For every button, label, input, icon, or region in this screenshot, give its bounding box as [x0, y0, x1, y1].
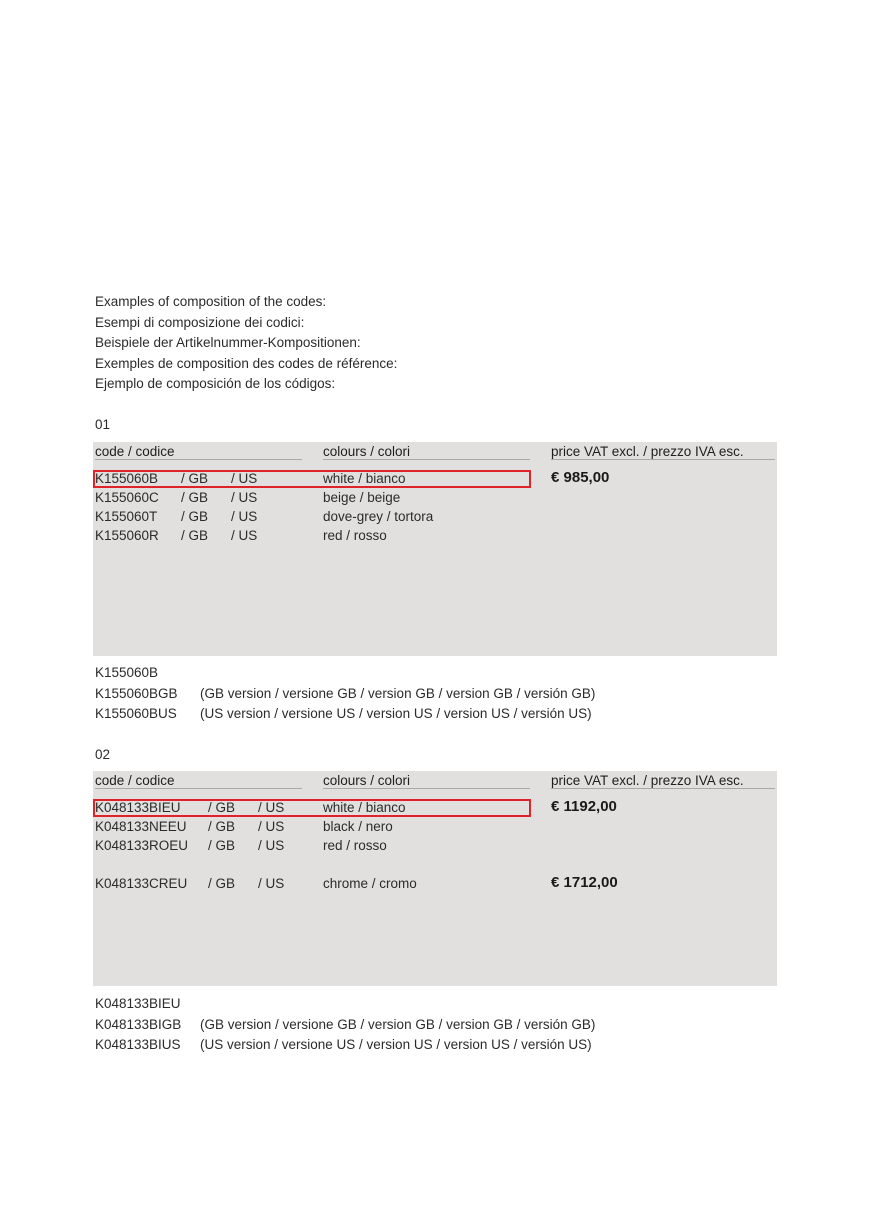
highlight-box [93, 470, 531, 488]
price-value: € 1192,00 [551, 798, 617, 815]
header-divider [551, 788, 775, 789]
gb-suffix: / GB [181, 471, 209, 486]
gb-suffix: / GB [208, 800, 236, 815]
note-description: (US version / versione US / version US / version US / versión US) [200, 706, 592, 721]
colour-name: beige / beige [323, 490, 401, 505]
note-line [95, 1035, 592, 1056]
header-divider [95, 788, 302, 789]
note-code: K155060B [95, 665, 159, 680]
colour-name: red / rosso [323, 838, 387, 853]
code-notes [95, 663, 596, 725]
code-notes [95, 994, 596, 1056]
note-code: K048133BIEU [95, 996, 181, 1011]
note-code: K155060BUS [95, 706, 177, 721]
product-code: K048133CREU [95, 876, 188, 891]
header-colours: colours / colori [323, 444, 411, 459]
us-suffix: / US [231, 509, 258, 524]
colour-name: white / bianco [323, 471, 406, 486]
product-code: K155060B [95, 471, 159, 486]
us-suffix: / US [258, 819, 285, 834]
code-table [93, 442, 777, 656]
product-code: K048133ROEU [95, 838, 189, 853]
header-price: price VAT excl. / prezzo IVA esc. [551, 773, 744, 788]
us-suffix: / US [231, 471, 258, 486]
note-line [95, 663, 178, 684]
code-table [93, 771, 777, 986]
header-colours: colours / colori [323, 773, 411, 788]
note-line [95, 1015, 596, 1036]
header-divider [95, 459, 302, 460]
product-code: K155060T [95, 509, 158, 524]
gb-suffix: / GB [208, 819, 236, 834]
gb-suffix: / GB [181, 528, 209, 543]
us-suffix: / US [258, 800, 285, 815]
note-description: (GB version / versione GB / version GB / version GB / versión GB) [200, 1016, 596, 1032]
note-code: K048133BIGB [95, 1016, 182, 1032]
gb-suffix: / GB [181, 490, 209, 505]
product-code: K155060R [95, 528, 159, 543]
product-code: K155060C [95, 490, 159, 505]
colour-name: red / rosso [323, 528, 387, 543]
intro-text [95, 292, 397, 395]
header-code: code / codice [95, 773, 175, 788]
header-price: price VAT excl. / prezzo IVA esc. [551, 444, 744, 459]
note-description: (US version / versione US / version US / version US / versión US) [200, 1037, 592, 1052]
gb-suffix: / GB [181, 509, 209, 524]
header-divider [323, 788, 530, 789]
intro-line: Beispiele der Artikelnummer-Kompositionen: [95, 335, 361, 350]
us-suffix: / US [258, 876, 285, 891]
us-suffix: / US [231, 490, 258, 505]
intro-line: Ejemplo de composición de los códigos: [95, 376, 336, 391]
note-code: K155060BGB [95, 685, 178, 701]
product-code: K048133NEEU [95, 819, 187, 834]
price-value: € 985,00 [551, 469, 610, 486]
colour-name: white / bianco [323, 800, 406, 815]
header-divider [323, 459, 530, 460]
colour-name: dove-grey / tortora [323, 509, 434, 524]
colour-name: black / nero [323, 819, 393, 834]
price-value: € 1712,00 [551, 874, 618, 891]
note-description: (GB version / versione GB / version GB / version GB / versión GB) [200, 685, 596, 701]
us-suffix: / US [258, 838, 285, 853]
header-divider [551, 459, 775, 460]
note-line [95, 994, 181, 1015]
gb-suffix: / GB [208, 838, 236, 853]
section-number: 02 [95, 747, 111, 762]
us-suffix: / US [231, 528, 258, 543]
note-line [95, 684, 596, 705]
note-code: K048133BIUS [95, 1037, 181, 1052]
colour-name: chrome / cromo [323, 876, 417, 891]
intro-line: Examples of composition of the codes: [95, 294, 327, 309]
product-code: K048133BIEU [95, 800, 181, 815]
section-number: 01 [95, 417, 111, 432]
intro-line: Exemples de composition des codes de référence: [95, 355, 398, 371]
intro-line: Esempi di composizione dei codici: [95, 314, 305, 330]
gb-suffix: / GB [208, 876, 236, 891]
note-line [95, 704, 592, 725]
header-code: code / codice [95, 444, 175, 459]
